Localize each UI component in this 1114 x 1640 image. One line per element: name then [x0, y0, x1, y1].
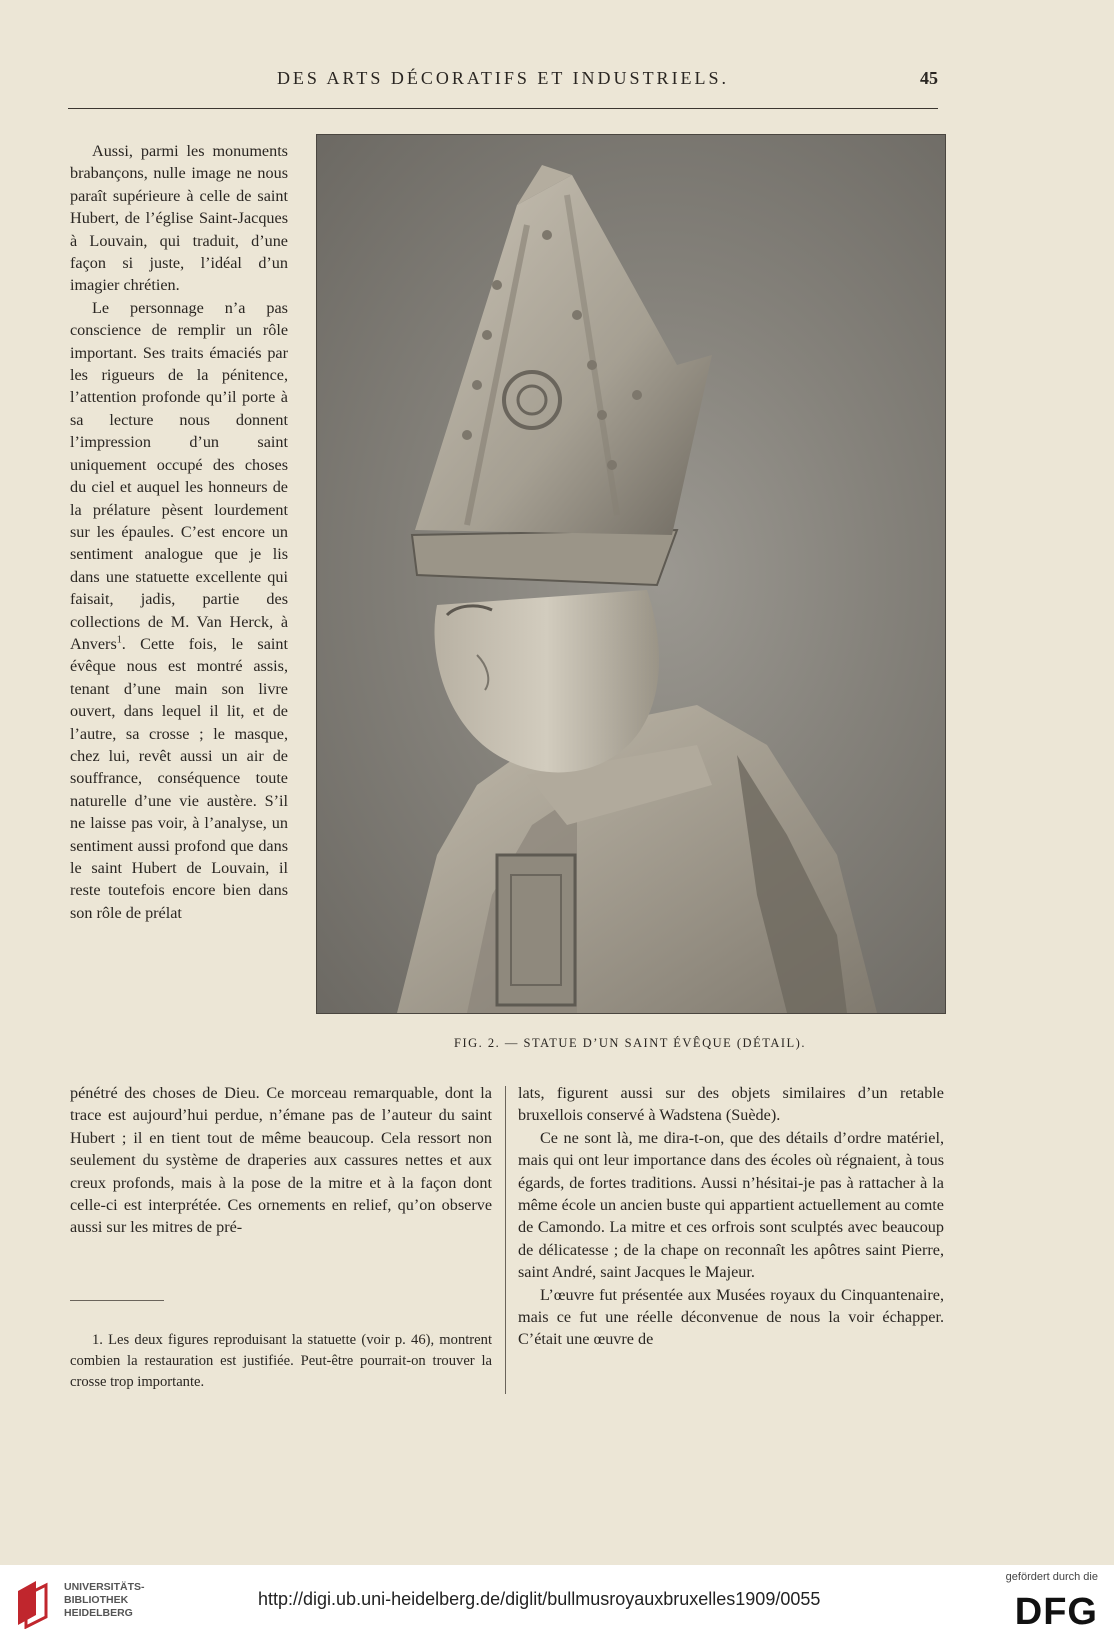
- paragraph: Ce ne sont là, me dira-t-on, que des détails d’ordre matériel, mais qui ont leur importance dans des écoles où régnaient, à tous égards, de fortes traditions. Aussi n’hésitai-je pas à rattacher à la même école un ancien buste qui appartient actuellement au comte de Camondo. La mitre et ces orfrois sont sculptés avec beaucoup de délicatesse ; de la chape on reconnaît les apôtres saint Pierre, saint André, saint Jacques le Majeur.: [518, 1128, 944, 1282]
- left-text-column: [70, 1082, 492, 1239]
- bishop-statue-photo: [317, 135, 945, 1013]
- paragraph: [70, 297, 288, 924]
- narrow-text-column: [70, 140, 288, 924]
- university-library-logo-icon: [12, 1577, 58, 1629]
- paragraph: L’œuvre fut présentée aux Musées royaux du Cinquantenaire, mais ce fut une réelle déconvenue de nous la voir échapper. C’était une œuvre de: [518, 1285, 944, 1349]
- dfg-logo: DFG: [1014, 1591, 1098, 1633]
- paragraph: lats, figurent aussi sur des objets similaires d’un retable bruxellois conservé à Wadstena (Suède).: [518, 1084, 944, 1125]
- paragraph-continuation: . Cette fois, le saint évêque nous est montré assis, tenant d’une main son livre ouvert, dans lequel il lit, et de l’autre, sa crosse ; le masque, chez lui, revêt aussi un air de souffrance, conséquence toute naturelle d’une vie austère. S’il ne laisse pas voir, à l’analyse, un sentiment aussi profond que dans le saint Hubert de Louvain, il reste toutefois encore bien dans son rôle de prélat: [70, 634, 288, 922]
- header-rule: [68, 108, 938, 109]
- paragraph-text: Le personnage n’a pas conscience de remplir un rôle important. Ses traits émaciés par les rigueurs de la pénitence, l’attention profonde qu’il porte à sa lecture nous donnent l’impression d’un saint uniquement occupé des choses du ciel et auquel les honneurs de la prélature pèsent lourdement sur les épaules. C’est encore un sentiment analogue que je lis dans une statuette excellente qui faisait, jadis, partie des collections de M. Van Herck, à Anvers: [70, 298, 288, 653]
- column-divider: [505, 1086, 506, 1394]
- right-text-column: [518, 1082, 944, 1351]
- running-head: [68, 68, 938, 98]
- library-name: UNIVERSITÄTS- BIBLIOTHEK HEIDELBERG: [64, 1581, 145, 1619]
- footnote-rule: [70, 1300, 164, 1301]
- footnote: 1. Les deux figures reproduisant la statuette (voir p. 46), montrent combien la restauration est justifiée. Peut-être pourrait-on trouver la crosse trop importante.: [70, 1332, 492, 1390]
- figure-caption: FIG. 2. — STATUE D’UN SAINT ÉVÊQUE (DÉTAIL).: [454, 1036, 806, 1050]
- digitization-footer: [0, 1565, 1114, 1640]
- paragraph: pénétré des choses de Dieu. Ce morceau remarquable, dont la trace est aujourd’hui perdue, n’émane pas de l’auteur du saint Hubert ; il en tient tout de même beaucoup. Cela ressort non seulement du système de draperies aux cassures nettes et aux creux profonds, mais à la pose de la mitre et à la façon dont celle-ci est interprétée. Ces ornements en relief, qu’on observe aussi sur les mitres de pré-: [70, 1084, 492, 1237]
- figure-photograph: [316, 134, 946, 1014]
- funding-note: gefördert durch die: [1005, 1571, 1098, 1583]
- page-number: 45: [920, 68, 938, 88]
- running-title: DES ARTS DÉCORATIFS ET INDUSTRIELS.: [276, 68, 730, 88]
- paragraph: Aussi, parmi les monuments brabançons, nulle image ne nous paraît supérieure à celle de saint Hubert, de l’église Saint-Jacques à Louvain, qui traduit, d’une façon si juste, l’idéal d’un imagier chrétien.: [70, 142, 288, 295]
- permalink-url[interactable]: http://digi.ub.uni-heidelberg.de/diglit/bullmusroyauxbruxelles1909/0055: [258, 1589, 821, 1609]
- footnote-reference: 1: [116, 634, 122, 646]
